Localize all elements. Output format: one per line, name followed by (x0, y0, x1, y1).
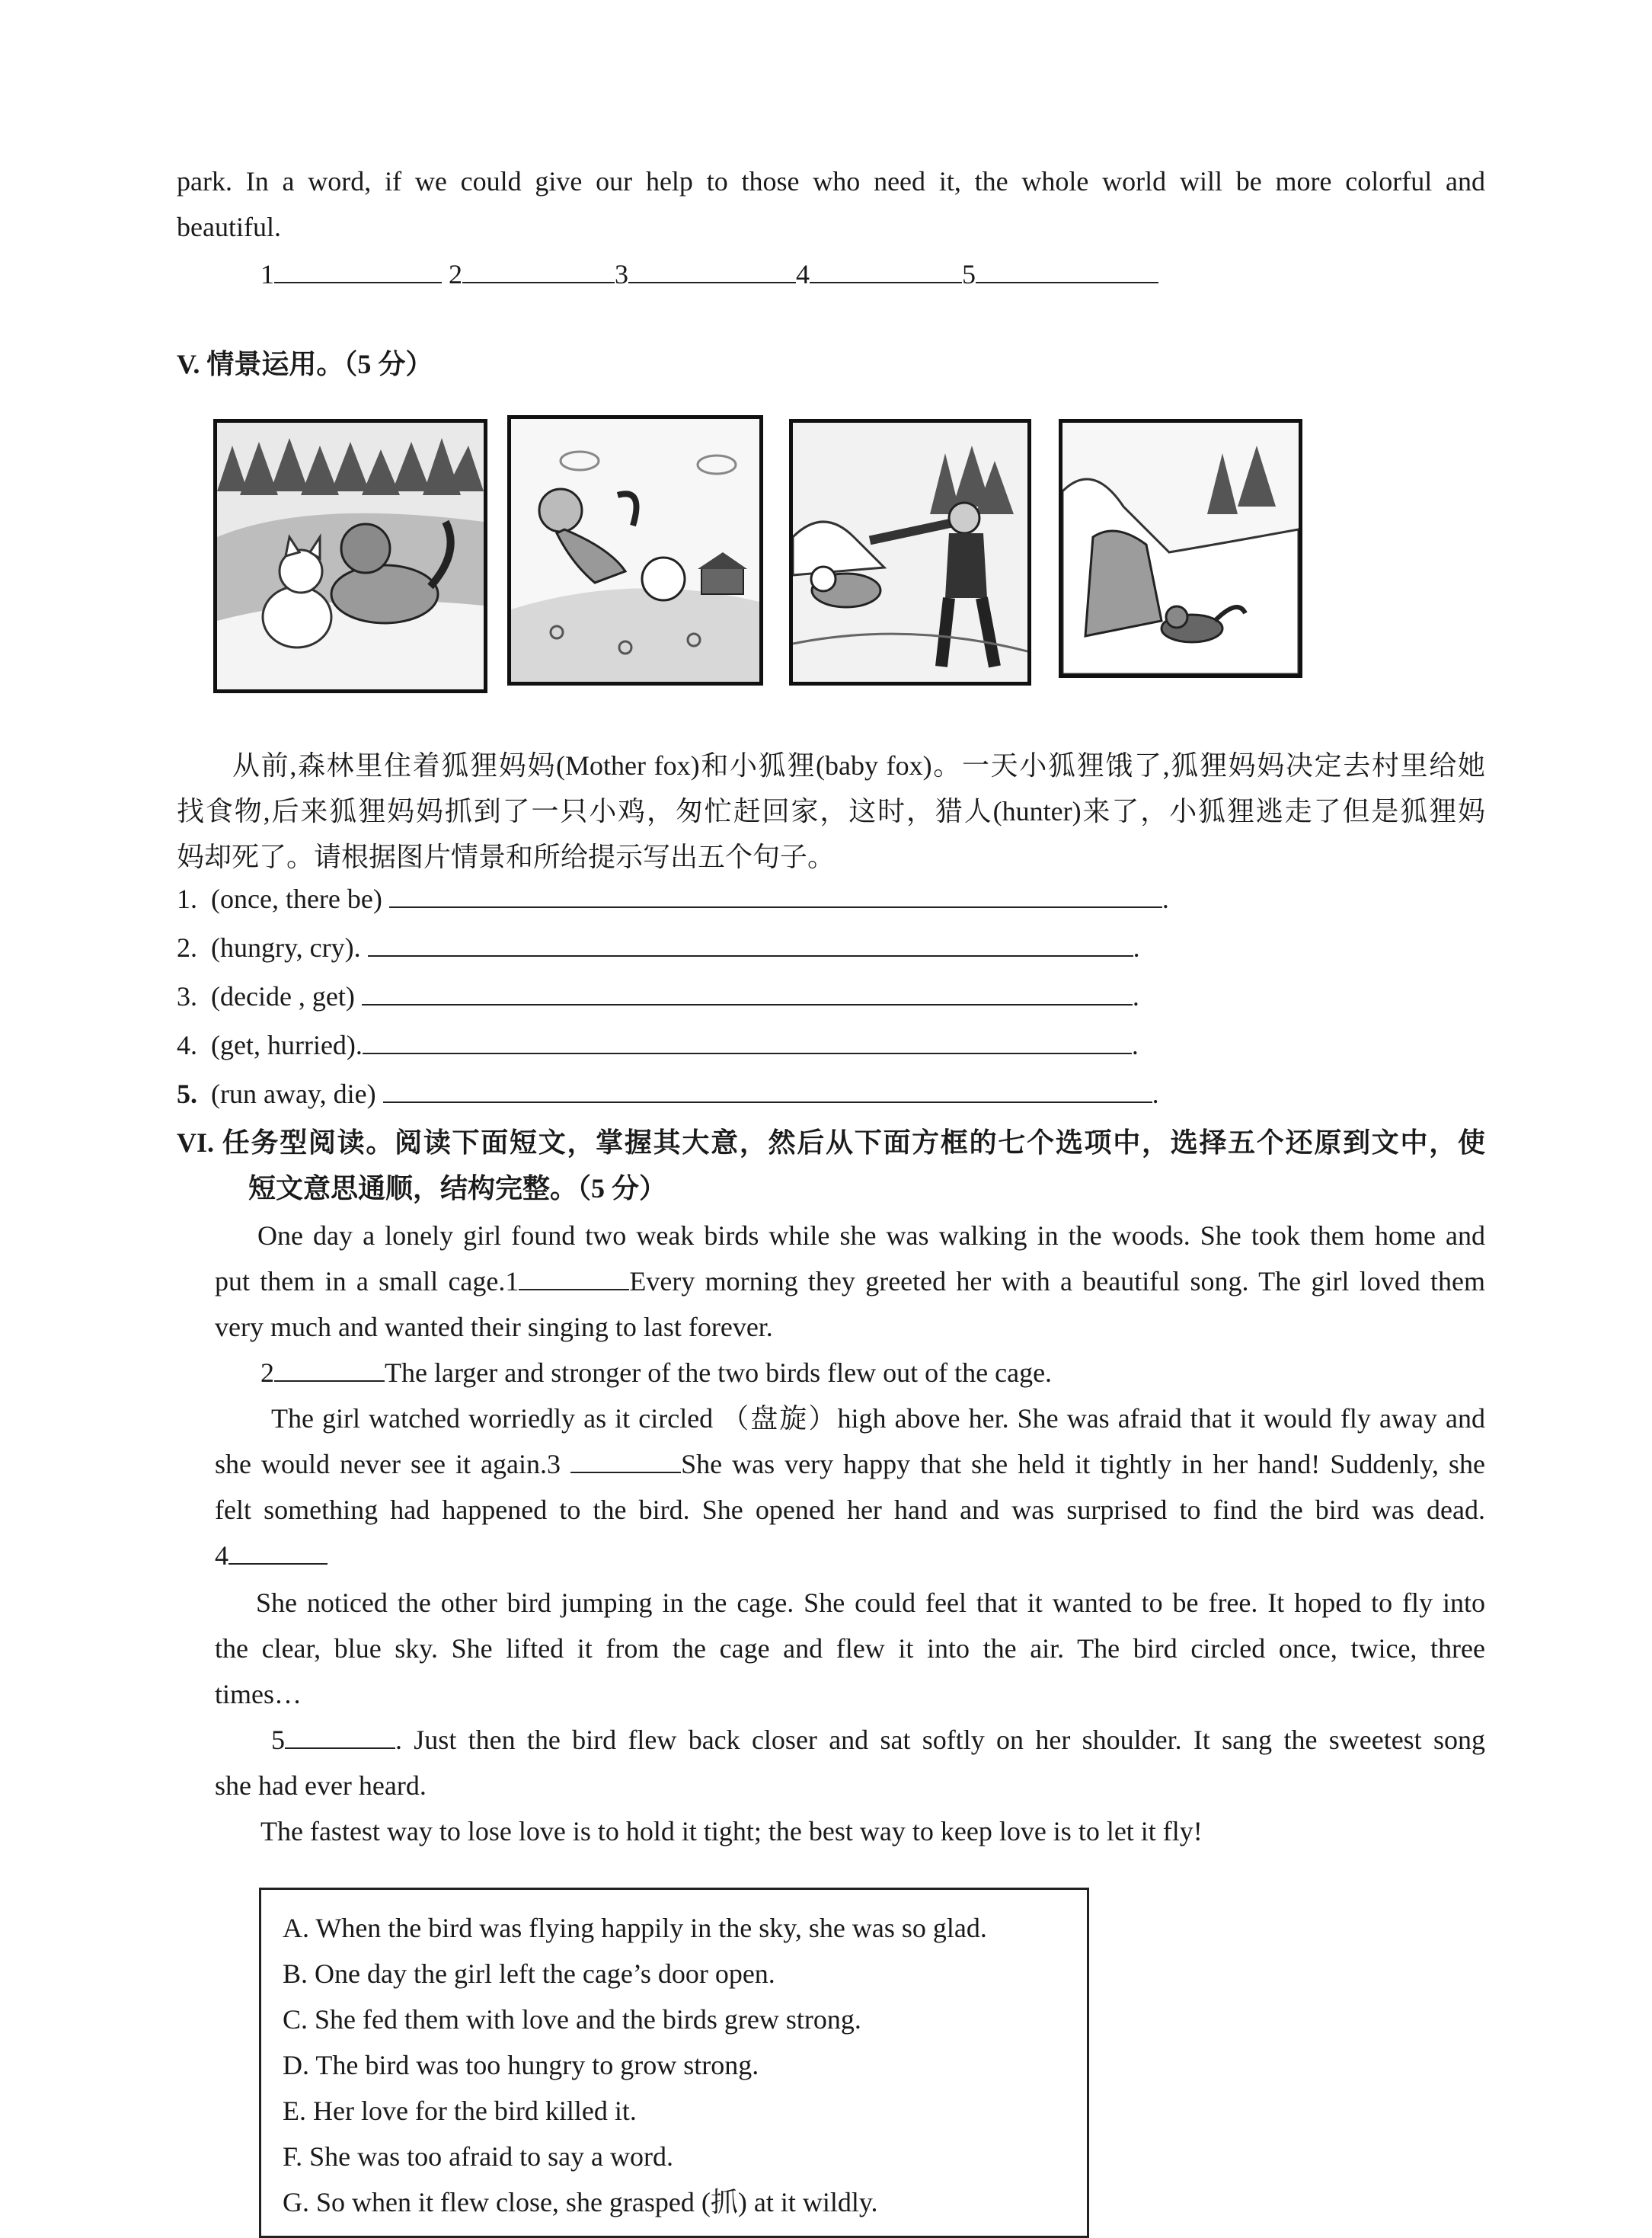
answer-blank[interactable] (228, 1533, 328, 1565)
option-e: E. Her love for the bird killed it. (283, 2096, 637, 2126)
prompt-number: 5. (177, 1079, 197, 1109)
passage-line: She noticed the other bird jumping in the cage. She could feel that it wanted to be free. It hoped to fly into (256, 1587, 1485, 1618)
passage-line: felt something had happened to the bird. She opened her hand and was surprised to find the bird was dead. (215, 1495, 1485, 1525)
answer-line[interactable] (383, 1071, 1152, 1103)
prompt-row: 4. (get, hurried). . (177, 1022, 1485, 1068)
passage-line: very much and wanted their singing to last forever. (215, 1312, 773, 1342)
options-box (259, 1888, 1089, 2238)
story-picture-2 (507, 415, 763, 686)
fox-by-rock-illustration (1062, 423, 1299, 674)
story-line: 从前,森林里住着狐狸妈妈(Mother fox)和小狐狸(baby fox)。一天小狐狸饿了,狐狸妈妈决定去村里给她 (232, 750, 1485, 781)
answer-line[interactable] (389, 876, 1162, 908)
prompt-row: 5. (run away, die) . (177, 1071, 1485, 1117)
prompt-row: 1. (once, there be) . (177, 876, 1485, 922)
passage-line (215, 1258, 1485, 1304)
option-c: C. She fed them with love and the birds grew strong. (283, 2004, 861, 2035)
story-line: 妈却死了。请根据图片情景和所给提示写出五个句子。 (177, 842, 836, 872)
answer-line[interactable] (368, 925, 1133, 957)
prompt-number: 3. (177, 981, 197, 1012)
passage-line: One day a lonely girl found two weak birds while she was walking in the woods. She took them home and (257, 1220, 1485, 1251)
answer-blank[interactable] (976, 251, 1158, 283)
passage-text: put them in a small cage.1 (215, 1266, 519, 1296)
passage-line (271, 1717, 1485, 1763)
prompt-hint: (once, there be) (211, 884, 382, 914)
answer-number: 3 (615, 259, 628, 289)
passage-line (260, 1350, 1569, 1396)
option-f: F. She was too afraid to say a word. (283, 2141, 674, 2172)
passage-line: the clear, blue sky. She lifted it from the cage and flew it into the air. The bird circled once, twice, three (215, 1633, 1485, 1664)
answer-blank[interactable] (274, 251, 442, 283)
foxes-forest-illustration (217, 423, 484, 689)
answer-number: 4 (796, 259, 810, 289)
answer-blanks-row (260, 251, 1569, 297)
answer-line[interactable] (363, 1022, 1132, 1054)
story-picture-3 (789, 419, 1031, 686)
answer-blank[interactable] (570, 1441, 681, 1473)
passage-text: Every morning they greeted her with a beautiful song. The girl loved them (629, 1266, 1485, 1296)
prompt-row: 2. (hungry, cry). . (177, 925, 1485, 970)
paragraph-line: beautiful. (177, 212, 281, 242)
section-heading: V. 情景运用。（5 分） (177, 349, 433, 379)
picture-strip (213, 415, 1318, 697)
passage-text: The larger and stronger of the two birds flew out of the cage. (385, 1357, 1053, 1388)
prompt-hint: (run away, die) (211, 1079, 376, 1109)
answer-blank[interactable] (462, 251, 615, 283)
answer-blank[interactable] (628, 251, 796, 283)
prompt-number: 1. (177, 884, 197, 914)
option-b: B. One day the girl left the cage’s door open. (283, 1958, 775, 1989)
answer-blank[interactable] (285, 1717, 395, 1749)
answer-blank[interactable] (519, 1258, 629, 1290)
answer-number: 2 (449, 259, 462, 289)
prompt-hint: (hungry, cry). (211, 932, 361, 963)
passage-line (215, 1441, 1485, 1487)
section-heading: VI. 任务型阅读。阅读下面短文，掌握其大意，然后从下面方框的七个选项中，选择五个还原到文中，使 (177, 1127, 1485, 1158)
section-heading: 短文意思通顺，结构完整。（5 分） (248, 1173, 667, 1204)
passage-line: times… (215, 1679, 302, 1709)
story-picture-1 (213, 419, 487, 693)
passage-line: The girl watched worriedly as it circled （盘旋）high above her. She was afraid that it would fly away and (271, 1403, 1485, 1434)
prompt-row: 3. (decide , get) . (177, 974, 1485, 1019)
prompt-number: 2. (177, 932, 197, 963)
answer-blank[interactable] (810, 251, 962, 283)
passage-text: . Just then the bird flew back closer and sat softly on her shoulder. It sang the sweetest song (395, 1725, 1485, 1755)
hunter-illustration (793, 423, 1027, 682)
prompt-hint: (decide , get) (211, 981, 355, 1012)
story-line: 找食物,后来狐狸妈妈抓到了一只小鸡，匆忙赶回家，这时，猎人(hunter)来了，小狐狸逃走了但是狐狸妈 (177, 796, 1485, 826)
passage-text: 2 (260, 1357, 274, 1388)
passage-line: she had ever heard. (215, 1770, 427, 1801)
option-d: D. The bird was too hungry to grow strong. (283, 2050, 759, 2080)
answer-blank[interactable] (274, 1350, 385, 1382)
passage-line: The fastest way to lose love is to hold it tight; the best way to keep love is to let it fly! (260, 1816, 1203, 1846)
fox-chasing-chick-illustration (511, 419, 759, 682)
passage-text: she would never see it again.3 (215, 1449, 561, 1479)
passage-text: She was very happy that she held it tightly in her hand! Suddenly, she (681, 1449, 1486, 1479)
answer-number: 5 (962, 259, 976, 289)
answer-number: 1 (260, 259, 274, 289)
option-a: A. When the bird was flying happily in the sky, she was so glad. (283, 1913, 987, 1943)
passage-line (215, 1533, 1523, 1578)
passage-text: 4 (215, 1540, 228, 1571)
answer-line[interactable] (362, 974, 1133, 1006)
prompt-number: 4. (177, 1030, 197, 1060)
paragraph-line: park. In a word, if we could give our help to those who need it, the whole world will be more colorful and (177, 166, 1485, 197)
passage-text: 5 (271, 1725, 285, 1755)
option-g: G. So when it flew close, she grasped (抓) at it wildly. (283, 2187, 878, 2217)
story-picture-4 (1059, 419, 1302, 678)
prompt-hint: (get, hurried). (211, 1030, 363, 1060)
